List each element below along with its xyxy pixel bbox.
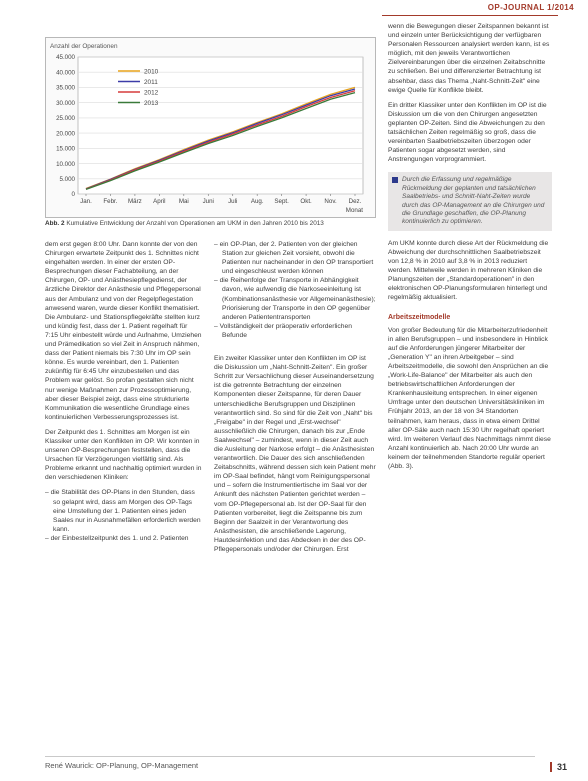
caption-text: Kumulative Entwicklung der Anzahl von Operationen am UKM in den Jahren 2010 bis 2013	[66, 220, 324, 227]
legend-label-2010: 2010	[144, 68, 159, 76]
x-tick-label: April	[153, 198, 166, 205]
y-tick-label: 45.000	[56, 54, 75, 62]
y-axis-label: Anzahl der Operationen	[50, 43, 118, 50]
legend-label-2013: 2013	[144, 99, 159, 107]
info-box-text: Durch die Erfassung und regelmäßige Rückmeldung der geplanten und tatsächlichen Saalbetriebs- und Schnitt-Naht-Zeiten wurde durch das OP-Management an die Chirurgen und die Grundlage geschaffen, die OP-Planung kontinuierlich zu optimieren.	[402, 176, 545, 226]
x-tick-label: Sept.	[274, 198, 289, 205]
footer-rule	[45, 756, 535, 757]
column-1	[45, 240, 202, 543]
cumulative-operations-chart	[46, 38, 375, 217]
column-3	[388, 22, 552, 471]
col3-paragraph-1: wenn die Bewegungen dieser Zeitspannen bekannt ist und einzeln unter Berücksichtigung der verfügbaren Personalen Ressourcen analysiert werden kann, ist es möglich, mit den jeweils Verantwortlichen Zielvereinbarungen über die einzelnen Zeitabschnitte zu schließen. Bei und differenzierter Betrachtung ist absehbar, dass das Thema „Naht-Schnitt-Zeit" eine ewige Quelle für Konflikte bleibt.	[388, 23, 550, 94]
x-tick-label: März	[128, 198, 142, 205]
x-tick-label: Juli	[228, 198, 238, 205]
y-tick-label: 30.000	[56, 99, 75, 107]
col2-paragraph-1: Ein zweiter Klassiker unter den Konflikten im OP ist die Diskussion um „Naht-Schnitt-Zeiten". Ein großer Schritt zur Versachlichung dieser Auseinandersetzung ist die getrennte Betrachtung der einzelnen Komponenten dieser Zeitspanne, für deren Dauer unterschiedliche Berufsgruppen und Disziplinen verantwortlich sind. So sind für die Zeit von „Naht" bis „Freigabe" in der Regel und „Erst-wechsel" ausschließlich die Chirurgen, danach bis zur „Ende Saalwechsel" – zumindest, wenn in dieser Zeit auch die Ausleitung der Narkose erfolgt – die Anästhesisten verantwortlich. Die Dauer des sich anschließenden Zeitabschnitts, während dessen sich kein Patient mehr im OP-Saal befindet, hängt vom Reinigungspersonal und – sofern die Instrumentiertische im Saal vor der Ankunft des nächsten Patienten gerichtet werden – vom OP-Pflegepersonal ab. Ist der OP-Saal für den Patienten vorbereitet, liegt die Zeitspanne bis zum Beginn der Saalzeit in der Verantwortung des Anästhesisten, die anschließende Lagerung, Hautdesinfektion und das Abdecken in der des OP-Pflegepersonals und/oder der Chirurgen. Erst	[214, 355, 376, 553]
y-tick-label: 5.000	[59, 175, 75, 183]
y-tick-label: 10.000	[56, 160, 75, 168]
legend-label-2012: 2012	[144, 89, 159, 97]
y-tick-label: 40.000	[56, 69, 75, 77]
chart-container	[45, 37, 376, 218]
col2-bullet-2: – die Reihenfolge der Transporte in Abhängigkeit davon, wie aufwendig die Narkoseeinleitung ist (Kombinationsanästhesie vor Allgemeinanästhesie); Priorisierung der Transporte in den OP gegenüber anderen Patiententransporten	[214, 277, 376, 321]
y-tick-label: 35.000	[56, 84, 75, 92]
journal-header: OP-JOURNAL 1/2014	[487, 3, 574, 12]
x-tick-label: Nov.	[324, 198, 337, 205]
y-tick-label: 20.000	[56, 130, 75, 138]
y-tick-label: 25.000	[56, 115, 75, 123]
col3-paragraph-4: Von großer Bedeutung für die Mitarbeiterzufriedenheit in allen Berufsgruppen – und insbesondere in Hinblick auf die Anforderungen jüngerer Mitarbeiter der „Generation Y" an ihren Arbeitgeber – sind Arbeitszeitmodelle, die sowohl den Ansprüchen an die „Work-Life-Balance" der Mitarbeiter als auch den betriebswirtschaftlichen Anforderungen der Krankenhausleitung entsprechen. In einer eigenen Umfrage unter den deutschen Universitätskliniken im Frühjahr 2013, an der 18 von 34 Standorten teilnahmen, kam heraus, dass in etwa einem Drittel aller OP-Säle auch nach 15:30 Uhr regelhaft operiert wird. Im weiteren Verlauf des Nachmittags nimmt diese Anzahl kontinuierlich ab. Nach 20:00 Uhr wurde an keinem der teilnehmenden Standorte regulär operiert (Abb. 3).	[388, 326, 551, 470]
col1-bullet-1: – die Stabilität des OP-Plans in den Stunden, dass so gelapnt wird, dass am Morgen des OP-Tags eine Umstellung der 1. Patienten eines jeden Saales nur in Ausnahmefällen erforderlich werden kann.	[45, 489, 201, 533]
legend-label-2011: 2011	[144, 78, 158, 86]
footer-author: René Waurick: OP-Planung, OP-Management	[45, 761, 199, 770]
x-tick-label: Dez.	[348, 198, 362, 205]
col2-bullet-1: – ein OP-Plan, der 2. Patienten von der gleichen Station zur gleichen Zeit vorsieht, obwohl die Patienten nur nacheinander in den OP transportiert und eingeschleust werden können	[214, 241, 374, 276]
col3-paragraph-2: Ein dritter Klassiker unter den Konflikten im OP ist die Diskussion um die von den Chirurgen angesetzten geplanten OP-Zeiten. Sind die Abweichungen zu den tatsächlichen Zeiten regelmäßig so groß, dass die vereinbarten Saalbetriebszeiten überzogen oder Patienten sogar abgesetzt werden, sind Anstrengungen vorprogrammiert.	[388, 101, 547, 164]
info-box	[388, 172, 552, 230]
x-axis-label: Monat	[345, 207, 363, 214]
section-heading: Arbeitszeitmodelle	[388, 313, 451, 321]
y-tick-label: 15.000	[56, 145, 75, 153]
col3-paragraph-3: Am UKM konnte durch diese Art der Rückmeldung die Abweichung der durchschnittlichen Saalbetriebszeit von 12,8 % in 2010 auf 3,8 % in 2013 reduziert werden. Mittelweile werden in mehreren Kliniken die Planungszeiten der „Standardoperationen" in den elektronischen OP-Planungsformularen hinterlegt und regelmäßig aktualisiert.	[388, 239, 549, 302]
page-number: 31	[550, 762, 567, 772]
x-tick-label: Jan.	[80, 198, 92, 205]
col1-bullet-2: – der Einbestellzeitpunkt des 1. und 2. Patienten	[45, 534, 189, 542]
info-box-marker	[392, 177, 398, 183]
plot-area	[78, 57, 363, 194]
x-tick-label: Aug.	[250, 198, 264, 205]
x-tick-label: Febr.	[103, 198, 118, 205]
x-tick-label: Mai	[178, 198, 189, 205]
col1-paragraph-2: Der Zeitpunkt des 1. Schnittes am Morgen ist ein Klassiker unter den Konflikten im OP. Wir konnten in unseren OP-Besprechungen feststellen, dass die Ursachen für Verzögerungen vielfältig sind. Als Probleme erkannt und nachhaltig optimiert wurden in den verschiedenen Kliniken:	[45, 428, 202, 482]
x-tick-label: Juni	[202, 198, 214, 205]
caption-label: Abb. 2	[45, 220, 65, 227]
header-rule	[382, 15, 558, 16]
figure-caption	[45, 220, 374, 228]
column-2	[214, 240, 376, 554]
x-tick-label: Okt.	[300, 198, 312, 205]
col2-bullet-3: – Vollständigkeit der präoperativ erforderlichen Befunde	[214, 322, 352, 339]
col1-paragraph-1: dem erst gegen 8:00 Uhr. Dann konnte der von den Chirurgen erwartete Zeitpunkt des 1. Schnittes nicht eingehalten werden. In einer der ersten OP-Besprechungen dieser Fachabteilung, an der Chirurgen, OP- und Anästhesiepflegedienst, der ärztliche Direktor der Anästhesie und Pflegepersonal aus der Ambulanz und von der Regelpflegestation anwesend waren, wurde dieser Konflikt thematisiert. Die Ambulanz- und Stationspflegekräfte stellten kurz und kündig fest, dass der 1. Patient regelhaft für 7:15 Uhr einbestellt würde und Aufnahme, Umziehen und Prämedikation so viel Zeit in Anspruch nähmen, dass der Patient niemals bis 7:30 Uhr im OP sein könne. Es wurde vereinbart, den 1. Patienten zukünftig für 6:45 Uhr einzubestellen und das Problem war gelöst. So profan gestalten sich nicht nur wenige Maßnahmen zur Prozessoptimierung, aber dieser Beispiel zeigt, dass eine strukturierte Kommunikation die wesentliche Grundlage eines kontinuierlichen Verbesserungsprozesses ist.	[45, 241, 202, 421]
y-tick-label: 0	[71, 191, 75, 199]
